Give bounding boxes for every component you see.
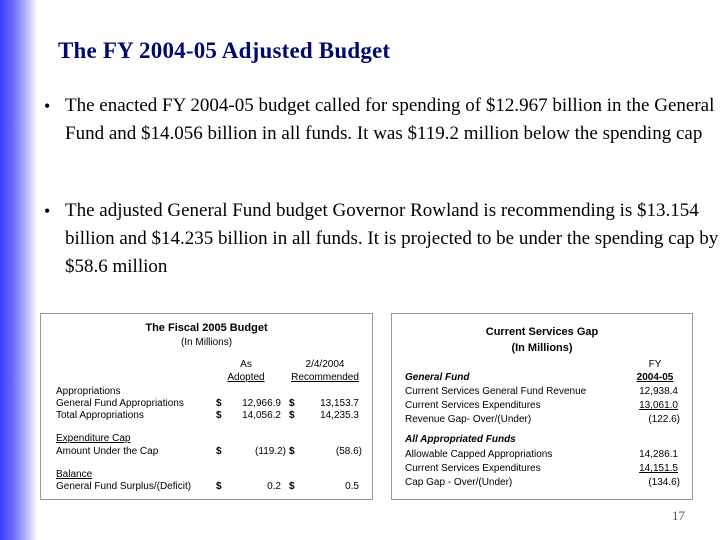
cell-value: 0.5 <box>345 481 359 492</box>
section-label: Balance <box>56 469 93 480</box>
section-label: All Appropriated Funds <box>405 434 516 445</box>
cell-value: 12,966.9 <box>242 398 281 409</box>
section-label: Appropriations <box>56 386 121 397</box>
row-label: Revenue Gap- Over/(Under) <box>405 414 532 425</box>
table-title: The Fiscal 2005 Budget <box>145 322 268 334</box>
cell-value: (122.6) <box>648 414 680 425</box>
column-header: FY <box>648 359 662 370</box>
currency-symbol: $ <box>216 398 222 409</box>
table-subtitle: (In Millions) <box>180 337 233 348</box>
row-label: Total Appropriations <box>56 410 144 421</box>
cell-value: (119.2) <box>255 446 286 457</box>
column-header: As <box>240 359 252 370</box>
column-header: 2004-05 <box>636 372 674 383</box>
section-label: Expenditure Cap <box>56 433 131 444</box>
table-title: Current Services Gap <box>485 326 599 338</box>
slide-sidebar-gradient <box>0 0 36 540</box>
row-label: Cap Gap - Over/(Under) <box>405 477 513 488</box>
currency-symbol: $ <box>289 481 295 492</box>
cell-value: 13,153.7 <box>320 398 359 409</box>
row-label: General Fund Surplus/(Deficit) <box>56 481 192 492</box>
currency-symbol: $ <box>216 446 222 457</box>
currency-symbol: $ <box>289 398 295 409</box>
bullet-text: The adjusted General Fund budget Governor Rowland is recommending is $13.154 billion and $14.235 billion in all funds. It is projected to be under the spending cap by $58.6 million <box>65 200 719 277</box>
section-label: General Fund <box>405 372 470 383</box>
row-label: Current Services Expenditures <box>405 463 541 474</box>
cell-value: 12,938.4 <box>639 386 678 397</box>
bullet-dot: • <box>44 96 51 116</box>
row-label: Current Services General Fund Revenue <box>405 386 587 397</box>
cell-value: 14,286.1 <box>639 449 678 460</box>
services-gap-table <box>391 313 693 500</box>
fiscal-budget-table <box>40 313 373 500</box>
page-number: 17 <box>672 508 685 523</box>
cell-value: (58.6) <box>335 446 362 457</box>
cell-value: 13,061.0 <box>639 400 678 411</box>
column-header: Recommended <box>291 372 359 383</box>
currency-symbol: $ <box>289 410 295 421</box>
currency-symbol: $ <box>216 410 222 421</box>
cell-value: 14,235.3 <box>320 410 359 421</box>
column-header: Adopted <box>227 372 265 383</box>
bullet-text: The enacted FY 2004-05 budget called for spending of $12.967 billion in the General Fund and $14.056 billion in all funds. It was $119.2 million below the spending cap <box>65 95 715 144</box>
currency-symbol: $ <box>289 446 295 457</box>
currency-symbol: $ <box>216 481 222 492</box>
table-subtitle: (In Millions) <box>511 342 573 354</box>
cell-value: 14,056.2 <box>242 410 281 421</box>
row-label: Current Services Expenditures <box>405 400 541 411</box>
cell-value: 14,151.5 <box>639 463 678 474</box>
cell-value: 0.2 <box>267 481 281 492</box>
cell-value: (134.6) <box>648 477 680 488</box>
row-label: General Fund Appropriations <box>56 398 184 409</box>
row-label: Allowable Capped Appropriations <box>405 449 553 460</box>
column-header: 2/4/2004 <box>305 359 345 370</box>
bullet-dot: • <box>44 201 51 221</box>
slide-title: The FY 2004-05 Adjusted Budget <box>58 38 391 63</box>
row-label: Amount Under the Cap <box>56 446 159 457</box>
